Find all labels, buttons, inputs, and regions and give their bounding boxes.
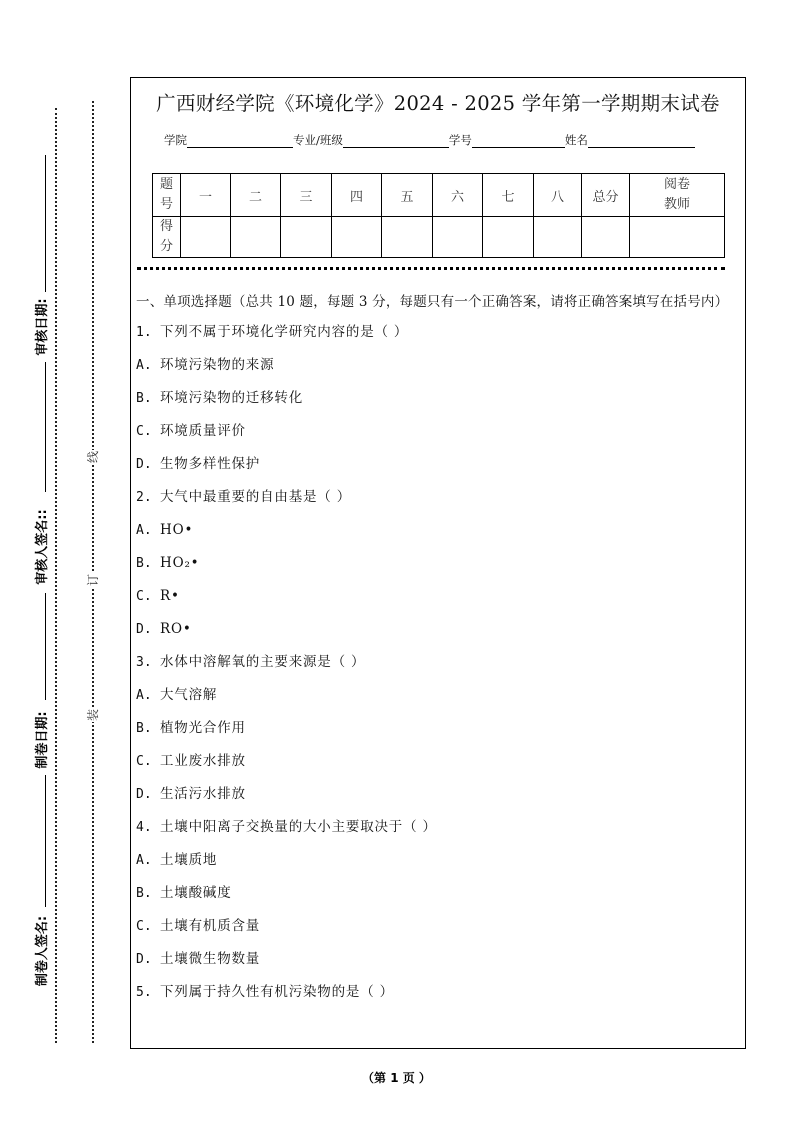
total-header: 总分 <box>582 174 630 217</box>
option-text: 环境质量评价 <box>160 423 246 439</box>
column-header: 二 <box>231 174 281 217</box>
question-stem <box>136 322 735 355</box>
major-class-field[interactable] <box>343 134 449 148</box>
score-row-header <box>153 217 181 258</box>
score-cell[interactable] <box>332 217 382 258</box>
option-mark: D. <box>136 787 152 802</box>
page-number: （第 1 页 ） <box>362 1071 431 1085</box>
binding-char-staple: 订 <box>86 574 100 587</box>
exam-frame <box>130 77 746 1049</box>
question-text: 土壤中阳离子交换量的大小主要取决于（ ） <box>160 819 437 835</box>
header-char: 题 <box>159 177 173 192</box>
review-date-line <box>45 155 46 292</box>
option-mark: B. <box>136 556 152 571</box>
major-class-label: 专业/班级 <box>293 133 343 147</box>
option-text: RO• <box>160 621 192 637</box>
option-mark: A. <box>136 688 152 703</box>
header-line: 教师 <box>663 197 690 212</box>
header-char: 分 <box>159 239 173 254</box>
question-text: 水体中溶解氧的主要来源是（ ） <box>160 654 366 670</box>
option[interactable] <box>136 520 735 553</box>
column-header: 三 <box>281 174 332 217</box>
option[interactable] <box>136 916 735 949</box>
option[interactable] <box>136 718 735 751</box>
section-heading: 一、单项选择题（总共 10 题，每题 3 分，每题只有一个正确答案，请将正确答案填写在括号内） <box>136 294 729 310</box>
option-mark: B. <box>136 721 152 736</box>
option-mark: D. <box>136 952 152 967</box>
college-label: 学院 <box>164 133 187 147</box>
option[interactable] <box>136 850 735 883</box>
option[interactable] <box>136 619 735 652</box>
option-mark: B. <box>136 391 152 406</box>
compiler-signature-label: 制卷人签名: <box>36 910 50 992</box>
score-table-score-row <box>153 217 725 258</box>
compile-date-line <box>45 588 46 700</box>
option-text: 工业废水排放 <box>160 753 246 769</box>
question-number: 4. <box>136 820 152 835</box>
score-cell[interactable] <box>483 217 534 258</box>
option-mark: C. <box>136 919 152 934</box>
column-header: 四 <box>332 174 382 217</box>
question-text: 下列不属于环境化学研究内容的是（ ） <box>160 324 409 340</box>
option-mark: D. <box>136 622 152 637</box>
question-number-header <box>153 174 181 217</box>
compiler-signature-line <box>45 775 46 907</box>
dotted-line-outer <box>55 108 57 1043</box>
student-id-field[interactable] <box>472 134 565 148</box>
score-table-header-row <box>153 174 725 217</box>
option-mark: D. <box>136 457 152 472</box>
option-text: HO• <box>160 522 194 538</box>
option-text: 大气溶解 <box>160 687 218 703</box>
score-cell[interactable] <box>281 217 332 258</box>
question-text: 大气中最重要的自由基是（ ） <box>160 489 351 505</box>
question-number: 1. <box>136 325 152 340</box>
name-label: 姓名 <box>564 133 588 147</box>
header-char: 得 <box>159 219 173 234</box>
score-cell[interactable] <box>231 217 281 258</box>
question-text: 下列属于持久性有机污染物的是（ ） <box>160 984 394 1000</box>
option[interactable] <box>136 949 735 982</box>
option-mark: C. <box>136 754 152 769</box>
dotted-separator <box>137 267 725 270</box>
option-text: 环境污染物的迁移转化 <box>160 390 303 406</box>
score-cell[interactable] <box>181 217 231 258</box>
score-cell[interactable] <box>534 217 582 258</box>
option-text: HO₂• <box>160 555 200 571</box>
option-mark: A. <box>136 853 152 868</box>
compile-date-label: 制卷日期: <box>36 705 50 775</box>
column-header: 六 <box>433 174 483 217</box>
question-stem <box>136 817 735 850</box>
college-field[interactable] <box>187 134 293 148</box>
column-header: 一 <box>181 174 231 217</box>
option-mark: B. <box>136 886 152 901</box>
question-number: 3. <box>136 655 152 670</box>
option-text: 植物光合作用 <box>160 720 246 736</box>
reviewer-signature-label: 审核人签名:: <box>36 501 50 593</box>
option-mark: A. <box>136 358 152 373</box>
option-text: 土壤酸碱度 <box>160 885 232 901</box>
option[interactable] <box>136 388 735 421</box>
option-text: 土壤质地 <box>160 852 218 868</box>
option-text: 土壤有机质含量 <box>160 918 261 934</box>
question-stem <box>136 982 735 1015</box>
question-stem <box>136 487 735 520</box>
option-mark: A. <box>136 523 152 538</box>
grader-header <box>630 174 725 217</box>
option[interactable] <box>136 355 735 388</box>
score-cell[interactable] <box>382 217 433 258</box>
question-stem <box>136 652 735 685</box>
question-number: 5. <box>136 985 152 1000</box>
column-header: 八 <box>534 174 582 217</box>
option[interactable] <box>136 553 735 586</box>
student-id-label: 学号 <box>448 133 472 147</box>
binding-char-bind: 装 <box>86 709 100 722</box>
column-header: 七 <box>483 174 534 217</box>
option[interactable] <box>136 751 735 784</box>
grader-cell[interactable] <box>630 217 725 258</box>
option[interactable] <box>136 421 735 454</box>
option[interactable] <box>136 454 735 487</box>
option-text: 环境污染物的来源 <box>160 357 275 373</box>
exam-content <box>136 292 735 1015</box>
column-header: 五 <box>382 174 433 217</box>
option[interactable] <box>136 784 735 817</box>
review-date-label: 审核日期: <box>36 292 50 362</box>
binding-char-line: 线 <box>86 451 100 464</box>
option[interactable] <box>136 685 735 718</box>
option-mark: C. <box>136 424 152 439</box>
score-table <box>152 173 725 258</box>
name-field[interactable] <box>588 134 695 148</box>
student-info-row <box>164 132 695 148</box>
option-text: R• <box>160 588 180 604</box>
option-text: 生活污水排放 <box>160 786 246 802</box>
option-mark: C. <box>136 589 152 604</box>
header-char: 号 <box>159 197 173 212</box>
dotted-line-inner <box>92 101 94 1043</box>
score-cell[interactable] <box>433 217 483 258</box>
option-text: 生物多样性保护 <box>160 456 261 472</box>
option-text: 土壤微生物数量 <box>160 951 261 967</box>
total-score-cell[interactable] <box>582 217 630 258</box>
option[interactable] <box>136 586 735 619</box>
option[interactable] <box>136 883 735 916</box>
reviewer-signature-line <box>45 362 46 492</box>
header-line: 阅卷 <box>663 177 690 192</box>
question-number: 2. <box>136 490 152 505</box>
exam-title: 广西财经学院《环境化学》2024 - 2025 学年第一学期期末试卷 <box>156 92 720 115</box>
